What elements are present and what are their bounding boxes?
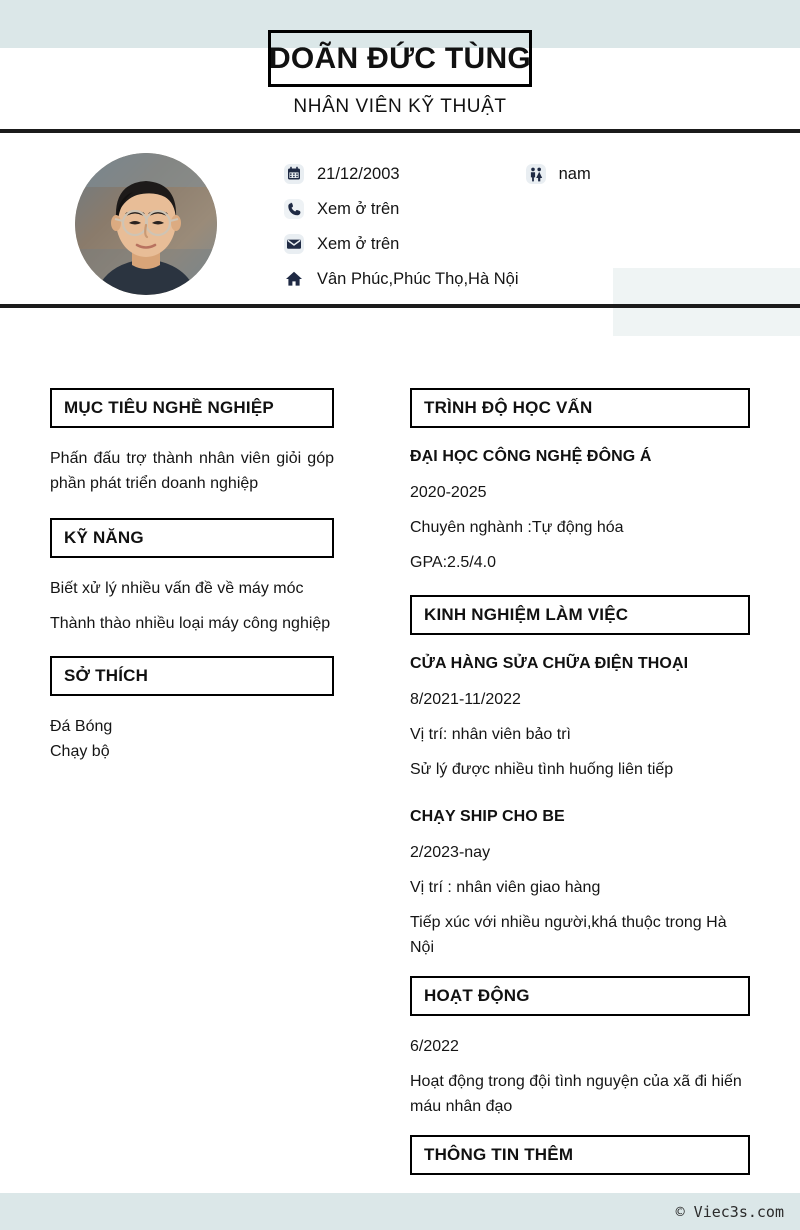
- experience-detail: Tiếp xúc với nhiều người,khá thuộc trong Hà Nội: [410, 914, 727, 956]
- name-box: [268, 30, 532, 87]
- section-title-skills: KỸ NĂNG: [64, 528, 144, 547]
- section-body-objective: [50, 446, 334, 496]
- education-gpa: GPA:2.5/4.0: [410, 554, 496, 571]
- contact-gender-value: nam: [558, 164, 591, 183]
- contact-list: [283, 157, 753, 297]
- skill-item: Thành thào nhiều loại máy công nghiệp: [50, 615, 331, 632]
- contact-gender: [525, 163, 591, 185]
- section-header-experience: [410, 595, 750, 635]
- section-body-education: [410, 448, 750, 575]
- skill-item: Biết xử lý nhiều vấn đề về máy móc: [50, 580, 304, 597]
- section-title-additional: THÔNG TIN THÊM: [424, 1145, 574, 1164]
- contact-phone-value: Xem ở trên: [317, 199, 400, 218]
- contact-dob: [283, 163, 400, 185]
- experience-period: 8/2021-11/2022: [410, 691, 521, 708]
- experience-position: Vị trí: nhân viên bảo trì: [410, 726, 571, 743]
- section-body-hobbies: [50, 714, 334, 764]
- section-title-education: TRÌNH ĐỘ HỌC VẤN: [424, 398, 593, 417]
- section-title-hobbies: SỞ THÍCH: [64, 666, 149, 685]
- section-body-skills: [50, 576, 334, 636]
- section-header-additional: [410, 1135, 750, 1175]
- contact-row-phone: [283, 192, 753, 226]
- identity-section: [0, 133, 800, 304]
- portrait-photo-icon: [75, 153, 217, 295]
- section-header-hobbies: [50, 656, 334, 696]
- divider-bottom: [0, 304, 800, 308]
- hobby-item: Chạy bộ: [50, 743, 110, 760]
- experience-company: CHẠY SHIP CHO BE: [410, 808, 565, 825]
- experience-entry: [410, 808, 750, 960]
- calendar-icon: [283, 163, 305, 185]
- right-column: [410, 388, 750, 1218]
- avatar: [75, 153, 217, 295]
- left-column: [50, 388, 334, 764]
- activities-period: 6/2022: [410, 1038, 459, 1055]
- contact-row-email: [283, 227, 753, 261]
- section-title-objective: MỤC TIÊU NGHỀ NGHIỆP: [64, 398, 274, 417]
- contact-row-address: [283, 262, 753, 296]
- experience-company: CỬA HÀNG SỬA CHỮA ĐIỆN THOẠI: [410, 655, 689, 672]
- section-header-education: [410, 388, 750, 428]
- education-years: 2020-2025: [410, 484, 487, 501]
- section-title-experience: KINH NGHIỆM LÀM VIỆC: [424, 605, 629, 624]
- experience-period: 2/2023-nay: [410, 844, 491, 861]
- contact-dob-value: 21/12/2003: [317, 164, 400, 183]
- education-major: Chuyên nghành :Tự động hóa: [410, 519, 624, 536]
- phone-icon: [283, 198, 305, 220]
- footer-watermark: © Viec3s.com: [675, 1202, 784, 1221]
- job-title: NHÂN VIÊN KỸ THUẬT: [293, 96, 507, 117]
- page-title: DOÃN ĐỨC TÙNG: [268, 41, 532, 75]
- hobby-item: Đá Bóng: [50, 718, 113, 735]
- activities-detail: Hoạt động trong đội tình nguyện của xã đi hiến máu nhân đạo: [410, 1073, 742, 1115]
- section-body-activities: [410, 1034, 750, 1119]
- gender-icon: [525, 163, 547, 185]
- section-title-activities: HOẠT ĐỘNG: [424, 986, 530, 1005]
- education-school: ĐẠI HỌC CÔNG NGHỆ ĐÔNG Á: [410, 448, 652, 465]
- section-header-activities: [410, 976, 750, 1016]
- section-header-objective: [50, 388, 334, 428]
- footer-band: [0, 1193, 800, 1230]
- section-header-skills: [50, 518, 334, 558]
- experience-detail: Sử lý được nhiều tình huống liên tiếp: [410, 761, 674, 778]
- contact-row-dob-gender: [283, 157, 753, 191]
- home-icon: [283, 268, 305, 290]
- envelope-icon: [283, 233, 305, 255]
- experience-entry: [410, 655, 750, 782]
- objective-text: Phấn đấu trợ thành nhân viên giỏi góp phần phát triển doanh nghiệp: [50, 450, 334, 492]
- contact-phone: [283, 198, 399, 220]
- contact-address-value: Vân Phúc,Phúc Thọ,Hà Nội: [317, 269, 519, 288]
- contact-email: [283, 233, 399, 255]
- contact-email-value: Xem ở trên: [317, 234, 400, 253]
- experience-position: Vị trí : nhân viên giao hàng: [410, 879, 601, 896]
- contact-address: [283, 268, 518, 290]
